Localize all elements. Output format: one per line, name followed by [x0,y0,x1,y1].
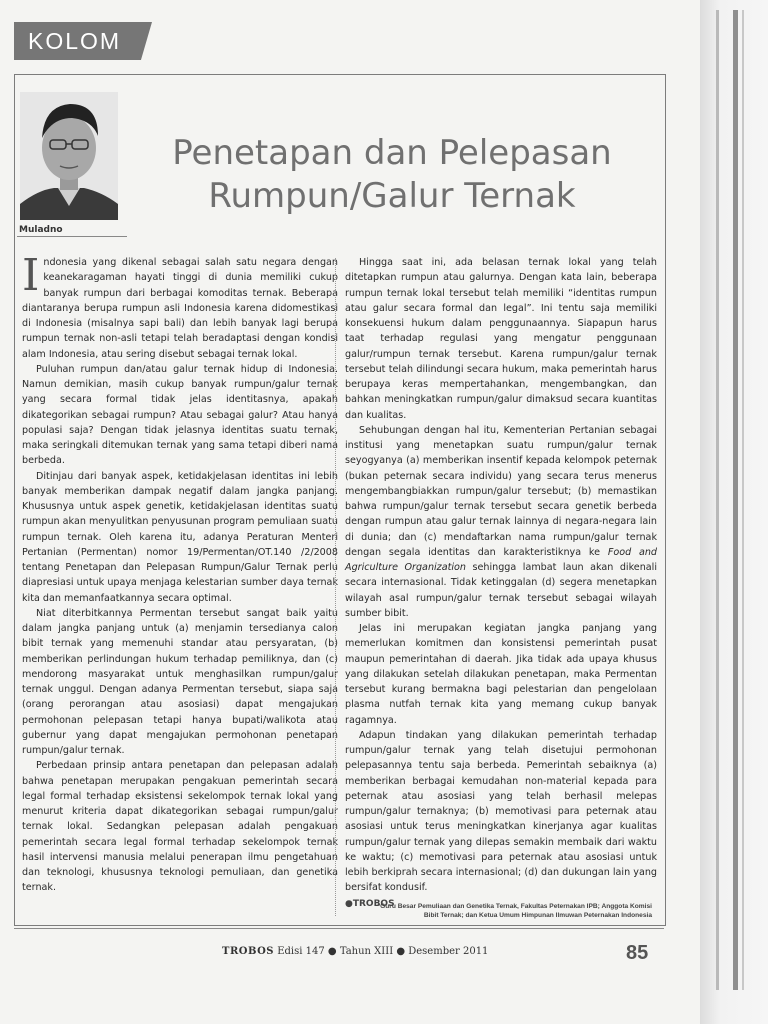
left-column [22,250,338,896]
paragraph: Jelas ini merupakan kegiatan jangka panjang yang memerlukan komitmen dan konsistensi pemerintah pusat maupun pemerintahan di daerah. Jika tidak ada upaya khusus yang dilakukan setelah dilakukan penetapan, maka Permentan tersebut kurang bermakna bagi pelestarian dan pengelolaan plasma nutfah ternak kita yang memang cukup banyak ragamnya. [345,623,657,726]
scan-edge-line [716,10,719,990]
column-divider [335,258,336,916]
paragraph: Niat diterbitkannya Permentan tersebut sangat baik yaitu dalam jangka panjang untuk (a) menjamin tersedianya calon bibit ternak yang memenuhi standar atau persyaratan, (b) memberikan perlindungan hukum terhadap pemiliknya, dan (c) mendorong masyarakat untuk menghasilkan rumpun/galur ternak unggul. Dengan adanya Permentan tersebut, siapa saja (orang perorangan atau asosiasi) dapat mengajukan permohonan pelepasan tetapi hanya bupati/walikota atau gubernur yang dapat mengajukan permohonan penetapan rumpun/galur ternak. [22,607,338,756]
footnote-line: *Guru Besar Pemuliaan dan Genetika Ternak, Fakultas Peternakan IPB; Anggota Komisi [377,903,652,910]
drop-cap: I [22,250,40,301]
article-title [118,132,666,218]
paragraph: Indonesia yang dikenal sebagai salah satu negara dengan keanekaragaman hayati tinggi di dunia memiliki cukup banyak rumpun dari berbagai komoditas ternak. Beberapa diantaranya berupa rumpun asli Indonesia karena didomestikasi di Indonesia (misalnya sapi bali) dan lebih banyak lagi berupa rumpun ternak non-asli tetapi telah beradaptasi dengan kondisi alam Indonesia, atau sering disebut sebagai ternak lokal. [22,250,338,360]
paragraph: Ditinjau dari banyak aspek, ketidakjelasan identitas ini lebih banyak memberikan dampak negatif dalam jangka panjang. Khususnya untuk aspek genetik, ketidakjelasan identitas suatu rumpun akan menyulitkan penyusunan program pemuliaan suatu rumpun ternak. Oleh karena itu, adanya Peraturan Menteri Pertanian (Permentan) nomor 19/Permentan/OT.140 /2/2008 tentang Penetapan dan Pelepasan Rumpun/Galur Ternak perlu diapresiasi untuk upaya menjaga kelestarian sumber daya ternak kita dan memanfaatkannya secara optimal. [22,470,338,604]
author-photo [20,92,118,220]
author-rule [17,236,127,237]
footer-rule [14,928,664,929]
title-line-1: Penetapan dan Pelepasan [172,133,612,173]
footer-edition: Edisi 147 ● Tahun XIII ● Desember 2011 [277,946,489,957]
paragraph: Hingga saat ini, ada belasan ternak lokal yang telah ditetapkan rumpun atau galurnya. Dengan kata lain, beberapa rumpun ternak lokal tersebut telah memiliki “identitas rumpun atau galur secara formal dan legal”. Ini tentu saja memiliki konsekuensi hukum dalam penggunaannya. Siapapun harus taat terhadap regulasi yang mengatur penggunaan galur/rumpun ternak tersebut. Karena rumpun/galur ternak tersebut telah dilindungi secara hukum, maka pemerintah harus berupaya keras mempertahankan, mengembangkan, dan bahkan meningkatkan rumpun/galur dimaksud secara kuantitas dan kualitas. [345,257,657,421]
scan-edge-line [742,10,744,990]
scan-edge-line [733,10,738,990]
paragraph: Puluhan rumpun dan/atau galur ternak hidup di Indonesia. Namun demikian, masih cukup banyak rumpun/galur ternak yang secara formal tidak jelas identitasnya, apakah dikategorikan sebagai rumpun? Atau sebagai galur? Atau hanya populasi saja? Dengan tidak jelasnya identitas suatu ternak, maka seringkali ditemukan ternak yang sama tetapi diberi nama berbeda. [22,363,338,467]
paragraph: Perbedaan prinsip antara penetapan dan pelepasan adalah bahwa penetapan merupakan pengakuan pemerintah secara legal formal terhadap eksistensi sekelompok ternak lokal yang menurut kriteria dapat dikategorikan sebagai rumpun/galur ternak lokal. Sedangkan pelepasan adalah pengakuan pemerintah secara legal formal terhadap sekelompok ternak hasil intervensi manusia melalui penerapan ilmu pengetahuan dan teknologi, khususnya teknologi pemuliaan, dan genetika ternak. [22,760,338,894]
author-portrait-icon [20,92,118,220]
footnote-line: Bibit Ternak; dan Ketua Umum Himpunan Ilmuwan Peternakan Indonesia [423,912,652,919]
title-line-2: Rumpun/Galur Ternak [208,176,576,216]
section-label: KOLOM [28,28,122,54]
paragraph: Sehubungan dengan hal itu, Kementerian Pertanian sebagai institusi yang menetapkan suatu rumpun/galur ternak seyogyanya (a) memberikan insentif kepada kelompok peternak (bukan peternak secara individu) yang secara terus menerus mengembangbiakkan rumpun/galur tersebut; (b) memastikan bahwa rumpun/galur ternak tersebut secara genetik berbeda dengan rumpun atau galur ternak lainnya di negara-negara lain di dunia; dan (c) mendaftarkan nama rumpun/galur ternak dengan segala identitas dan karakteristiknya ke Food and Agriculture Organization sehingga lambat laun akan dikenali secara internasional. Tidak ketinggalan (d) segera menetapkan wilayah asal rumpun/galur ternak tersebut sebagai wilayah sumber bibit. [345,424,658,619]
paragraph: Adapun tindakan yang dilakukan pemerintah terhadap rumpun/galur ternak yang telah disetujui permohonan pelepasannya tentu saja berbeda. Pemerintah sebaiknya (a) memberikan berbagai kemudahan non-material kepada para peternak atau asosiasi yang telah berhasil melepas rumpun/galur ternaknya; (b) memotivasi para peternak atau asosiasi untuk terus meningkatkan kinerjanya agar kualitas rumpun/galur ternak yang dilepas semakin membaik dari waktu ke waktu; (c) memotivasi para peternak atau asosiasi untuk lebih berkiprah secara internasional; (d) dan dukungan lain yang bersifat kondusif. ●TROBOS [345,729,657,909]
end-mark: ●TROBOS [345,898,395,909]
author-footnote [352,902,652,920]
author-name: Muladno [19,225,63,235]
right-column [345,255,657,912]
footer-brand: TROBOS [222,946,275,957]
page-number: 85 [626,942,649,964]
page-footer [222,946,488,957]
